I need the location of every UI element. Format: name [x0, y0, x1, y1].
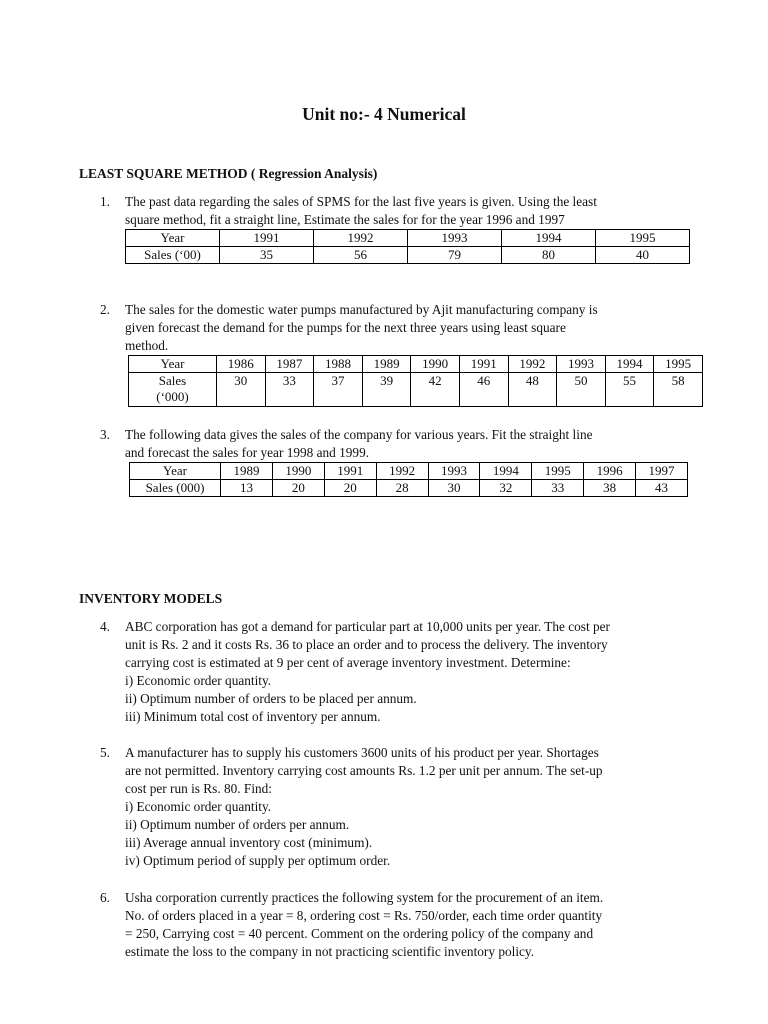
table-cell: 1988	[314, 356, 363, 373]
question-text-line: ABC corporation has got a demand for particular part at 10,000 units per year. The cost per	[125, 619, 610, 634]
table-cell: 58	[654, 373, 703, 407]
table-row	[126, 247, 690, 264]
question-text-line: estimate the loss to the company in not practicing scientific inventory policy.	[125, 944, 535, 959]
table-cell: 1992	[508, 356, 557, 373]
table-cell: 1990	[411, 356, 460, 373]
question-text-line: iv) Optimum period of supply per optimum order.	[125, 853, 391, 868]
question-text-line: i) Economic order quantity.	[125, 673, 272, 688]
table-cell: Sales (‘000)	[129, 373, 217, 407]
table-cell: 1992	[376, 463, 428, 480]
table-cell: Year	[129, 356, 217, 373]
question-2	[100, 301, 700, 355]
table-cell: 1994	[605, 356, 654, 373]
question-text-line: The following data gives the sales of the company for various years. Fit the straight line	[125, 427, 593, 442]
table-cell: 43	[636, 480, 688, 497]
table-cell: 42	[411, 373, 460, 407]
question-5	[100, 744, 700, 870]
table-row	[129, 356, 703, 373]
question-1	[100, 193, 700, 229]
question-text-line: No. of orders placed in a year = 8, ordering cost = Rs. 750/order, each time order quantity	[125, 908, 603, 923]
question-4	[100, 618, 700, 726]
question-number: 4.	[100, 619, 110, 634]
table-cell: 1995	[532, 463, 584, 480]
table-row	[126, 230, 690, 247]
table-cell: 79	[408, 247, 502, 264]
table-cell: 33	[532, 480, 584, 497]
table-cell: Sales (‘00)	[126, 247, 220, 264]
table-cell: 40	[596, 247, 690, 264]
question-text-line: method.	[125, 338, 169, 353]
table-cell: 55	[605, 373, 654, 407]
table-cell: 50	[557, 373, 606, 407]
question-text-line: cost per run is Rs. 80. Find:	[125, 781, 273, 796]
table-cell: 48	[508, 373, 557, 407]
section-heading-least-square: LEAST SQUARE METHOD ( Regression Analysis)	[79, 166, 378, 181]
table-cell: 1991	[324, 463, 376, 480]
table-cell: 30	[217, 373, 266, 407]
question-text-line: The sales for the domestic water pumps manufactured by Ajit manufacturing company is	[125, 302, 598, 317]
question-text-line: and forecast the sales for year 1998 and 1999.	[125, 445, 370, 460]
question-text-line: = 250, Carrying cost = 40 percent. Comment on the ordering policy of the company and	[125, 926, 594, 941]
question-number: 2.	[100, 302, 110, 317]
question-3	[100, 426, 700, 462]
question-text-line: square method, fit a straight line, Estimate the sales for for the year 1996 and 1997	[125, 212, 565, 227]
table-cell: 1993	[428, 463, 480, 480]
table-cell: Year	[130, 463, 221, 480]
table-cell: 1993	[408, 230, 502, 247]
table-cell: Sales (000)	[130, 480, 221, 497]
table-cell: 1994	[480, 463, 532, 480]
table-cell: 37	[314, 373, 363, 407]
question-text-line: The past data regarding the sales of SPMS for the last five years is given. Using the least	[125, 194, 597, 209]
table-row	[130, 480, 688, 497]
question-text-line: carrying cost is estimated at 9 per cent of average inventory investment. Determine:	[125, 655, 571, 670]
table-cell: 1993	[557, 356, 606, 373]
section-heading-inventory-models: INVENTORY MODELS	[79, 591, 223, 606]
table-cell: 20	[272, 480, 324, 497]
table-cell: 1987	[265, 356, 314, 373]
table-cell: 33	[265, 373, 314, 407]
sales-table-q1	[125, 229, 690, 264]
table-cell: 13	[221, 480, 273, 497]
question-number: 6.	[100, 890, 110, 905]
question-text-line: A manufacturer has to supply his customers 3600 units of his product per year. Shortages	[125, 745, 599, 760]
table-cell: 1995	[654, 356, 703, 373]
table-cell: 1989	[362, 356, 411, 373]
table-cell: 56	[314, 247, 408, 264]
table-cell: 1986	[217, 356, 266, 373]
table-cell: 1991	[220, 230, 314, 247]
question-text-line: i) Economic order quantity.	[125, 799, 272, 814]
table-cell: 46	[459, 373, 508, 407]
question-number: 5.	[100, 745, 110, 760]
table-cell: 1995	[596, 230, 690, 247]
table-cell: 1992	[314, 230, 408, 247]
table-cell: 39	[362, 373, 411, 407]
table-cell: 1990	[272, 463, 324, 480]
table-cell: 35	[220, 247, 314, 264]
question-text-line: ii) Optimum number of orders to be placed per annum.	[125, 691, 417, 706]
table-cell: 1989	[221, 463, 273, 480]
question-text-line: are not permitted. Inventory carrying cost amounts Rs. 1.2 per unit per annum. The set-up	[125, 763, 603, 778]
page-title: Unit no:- 4 Numerical	[302, 104, 466, 124]
table-cell: 80	[502, 247, 596, 264]
table-cell: 1997	[636, 463, 688, 480]
table-cell: 30	[428, 480, 480, 497]
table-cell: 1994	[502, 230, 596, 247]
question-number: 1.	[100, 194, 110, 209]
table-cell: 32	[480, 480, 532, 497]
question-text-line: Usha corporation currently practices the following system for the procurement of an item.	[125, 890, 604, 905]
question-text-line: unit is Rs. 2 and it costs Rs. 36 to place an order and to process the delivery. The inventory	[125, 637, 608, 652]
question-text-line: iii) Average annual inventory cost (minimum).	[125, 835, 373, 850]
table-cell: Year	[126, 230, 220, 247]
sales-table-q2	[128, 355, 703, 407]
table-row	[130, 463, 688, 480]
question-number: 3.	[100, 427, 110, 442]
question-text-line: ii) Optimum number of orders per annum.	[125, 817, 350, 832]
table-cell: 1996	[584, 463, 636, 480]
table-cell: 38	[584, 480, 636, 497]
question-text-line: given forecast the demand for the pumps for the next three years using least square	[125, 320, 566, 335]
question-6	[100, 889, 700, 961]
table-cell: 20	[324, 480, 376, 497]
table-cell: 28	[376, 480, 428, 497]
question-text-line: iii) Minimum total cost of inventory per annum.	[125, 709, 381, 724]
table-cell: 1991	[459, 356, 508, 373]
table-row	[129, 373, 703, 407]
sales-table-q3	[129, 462, 688, 497]
